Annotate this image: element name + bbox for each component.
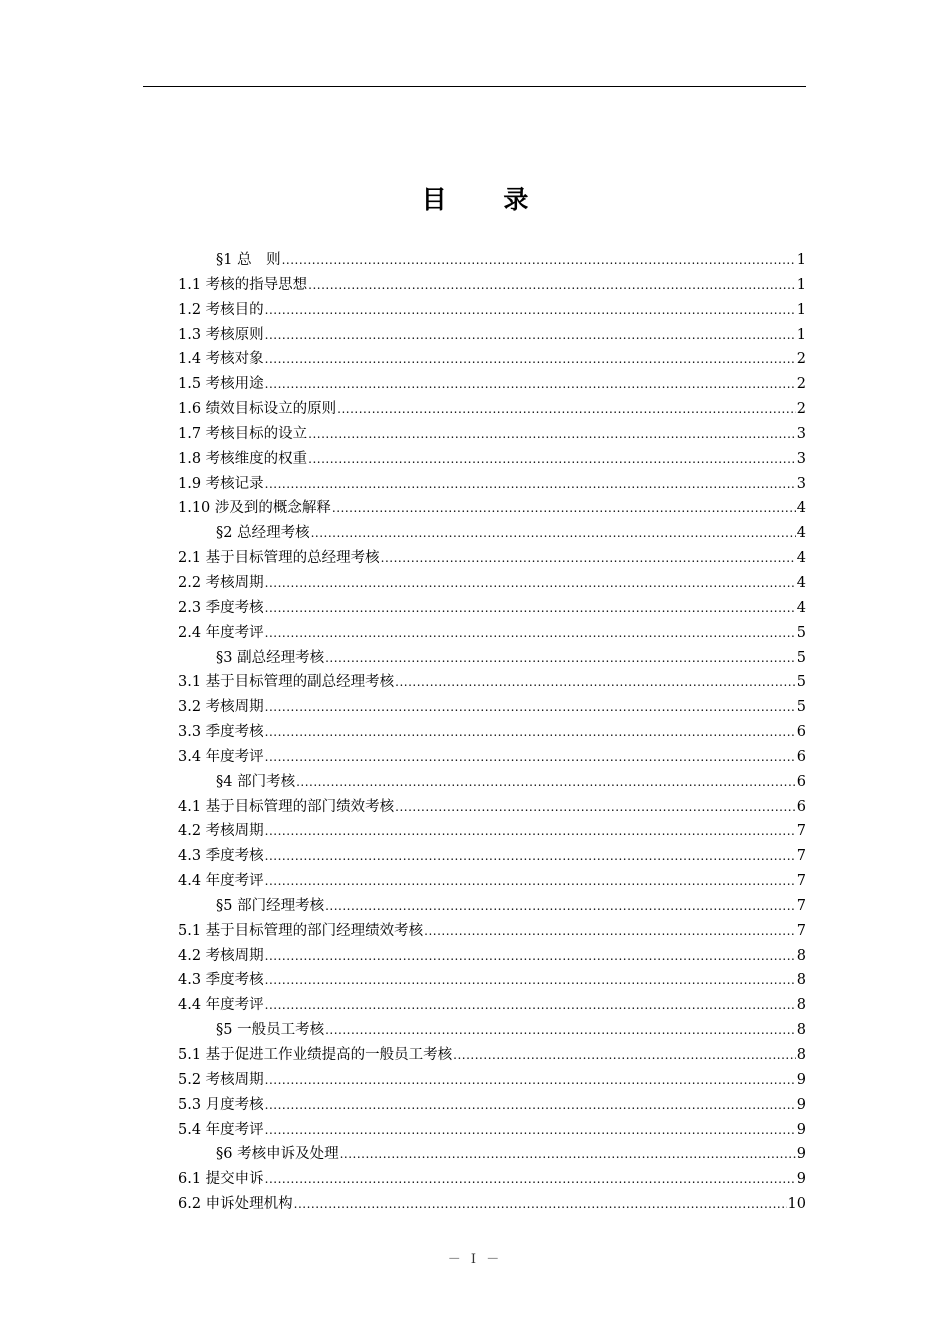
toc-section-entry[interactable] bbox=[178, 1068, 806, 1093]
toc-dot-leader bbox=[265, 1068, 796, 1093]
toc-dot-leader bbox=[337, 397, 796, 422]
toc-entry-page-number: 7 bbox=[796, 823, 806, 840]
toc-entry-page-number: 7 bbox=[796, 897, 806, 914]
toc-section-entry[interactable] bbox=[178, 1043, 806, 1068]
toc-entry-label: 4.1 基于目标管理的部门绩效考核 bbox=[178, 798, 395, 815]
toc-dot-leader bbox=[265, 1118, 796, 1143]
toc-entry-page-number: 6 bbox=[796, 798, 806, 815]
toc-entry-page-number: 5 bbox=[796, 649, 806, 666]
toc-entry-page-number: 5 bbox=[796, 674, 806, 691]
toc-entry-page-number: 8 bbox=[796, 1022, 806, 1039]
toc-dot-leader bbox=[265, 993, 796, 1018]
toc-section-entry[interactable] bbox=[178, 720, 806, 745]
toc-dot-leader bbox=[265, 720, 796, 745]
toc-entry-label: §5 部门经理考核 bbox=[216, 897, 325, 914]
toc-dot-leader bbox=[325, 646, 796, 671]
toc-entry-label: 2.4 年度考评 bbox=[178, 624, 264, 641]
toc-dot-leader bbox=[265, 621, 796, 646]
toc-section-entry[interactable] bbox=[178, 298, 806, 323]
toc-entry-label: 3.2 考核周期 bbox=[178, 699, 264, 716]
toc-entry-page-number: 5 bbox=[796, 699, 806, 716]
toc-entry-page-number: 3 bbox=[796, 475, 806, 492]
toc-dot-leader bbox=[265, 323, 796, 348]
toc-entry-page-number: 1 bbox=[796, 276, 806, 293]
toc-dot-leader bbox=[308, 447, 796, 472]
toc-entry-label: 4.3 季度考核 bbox=[178, 848, 264, 865]
toc-entry-page-number: 6 bbox=[796, 748, 806, 765]
toc-entry-page-number: 7 bbox=[796, 848, 806, 865]
toc-entry-label: 1.3 考核原则 bbox=[178, 326, 264, 343]
toc-entry-label: 1.10 涉及到的概念解释 bbox=[178, 500, 331, 517]
toc-entry-label: §5 一般员工考核 bbox=[216, 1022, 325, 1039]
toc-entry-label: 6.1 提交申诉 bbox=[178, 1171, 264, 1188]
toc-section-entry[interactable] bbox=[178, 869, 806, 894]
toc-section-entry[interactable] bbox=[178, 1118, 806, 1143]
toc-entry-label: 4.4 年度考评 bbox=[178, 873, 264, 890]
toc-dot-leader bbox=[381, 546, 796, 571]
toc-entry-page-number: 9 bbox=[796, 1096, 806, 1113]
toc-dot-leader bbox=[325, 1018, 796, 1043]
toc-entry-page-number: 1 bbox=[796, 326, 806, 343]
toc-dot-leader bbox=[265, 1093, 796, 1118]
header-rule bbox=[143, 86, 806, 87]
toc-dot-leader bbox=[265, 472, 796, 497]
toc-section-entry[interactable] bbox=[178, 993, 806, 1018]
toc-entry-label: §3 副总经理考核 bbox=[216, 649, 325, 666]
toc-entry-page-number: 5 bbox=[796, 624, 806, 641]
toc-section-entry[interactable] bbox=[178, 670, 806, 695]
toc-entry-page-number: 8 bbox=[796, 947, 806, 964]
toc-entry-page-number: 1 bbox=[796, 252, 806, 268]
toc-section-entry[interactable] bbox=[178, 546, 806, 571]
toc-dot-leader bbox=[325, 894, 796, 919]
toc-section-entry[interactable] bbox=[178, 795, 806, 820]
toc-entry-label: 2.1 基于目标管理的总经理考核 bbox=[178, 550, 380, 567]
toc-entry-label: 5.1 基于目标管理的部门经理绩效考核 bbox=[178, 922, 424, 939]
page-title: 目 录 bbox=[421, 185, 553, 214]
toc-section-entry[interactable] bbox=[178, 496, 806, 521]
toc-entry-label: 4.3 季度考核 bbox=[178, 972, 264, 989]
toc-dot-leader bbox=[265, 347, 796, 372]
toc-entry-page-number: 7 bbox=[796, 873, 806, 890]
toc-entry-page-number: 4 bbox=[796, 599, 806, 616]
toc-entry-page-number: 8 bbox=[796, 997, 806, 1014]
toc-entry-label: §6 考核申诉及处理 bbox=[216, 1146, 339, 1163]
toc-section-entry[interactable] bbox=[178, 1093, 806, 1118]
toc-section-entry[interactable] bbox=[178, 621, 806, 646]
toc-entry-label: 3.3 季度考核 bbox=[178, 724, 264, 741]
toc-section-entry[interactable] bbox=[178, 347, 806, 372]
toc-entry-page-number: 4 bbox=[796, 500, 806, 517]
toc-dot-leader bbox=[265, 944, 796, 969]
toc-dot-leader bbox=[265, 844, 796, 869]
toc-entry-page-number: 8 bbox=[796, 972, 806, 989]
toc-entry-page-number: 7 bbox=[796, 922, 806, 939]
toc-section-entry[interactable] bbox=[178, 422, 806, 447]
toc-dot-leader bbox=[395, 670, 796, 695]
toc-dot-leader bbox=[265, 695, 796, 720]
toc-chapter-entry[interactable] bbox=[178, 1018, 806, 1043]
toc-entry-page-number: 8 bbox=[796, 1047, 806, 1063]
toc-entry-page-number: 10 bbox=[787, 1196, 806, 1213]
toc-entry-label: 4.4 年度考评 bbox=[178, 997, 264, 1014]
toc-entry-label: 1.6 绩效目标设立的原则 bbox=[178, 401, 337, 418]
toc-entry-label: 5.1 基于促进工作业绩提高的一般员工考核 bbox=[178, 1047, 453, 1063]
toc-entry-label: 3.1 基于目标管理的副总经理考核 bbox=[178, 674, 395, 691]
toc-dot-leader bbox=[453, 1043, 796, 1068]
toc-entry-page-number: 9 bbox=[796, 1121, 806, 1138]
toc-section-entry[interactable] bbox=[178, 944, 806, 969]
toc-entry-label: §2 总经理考核 bbox=[216, 525, 310, 542]
toc-entry-label: 1.2 考核目的 bbox=[178, 301, 264, 318]
toc-entry-label: 5.3 月度考核 bbox=[178, 1096, 264, 1113]
toc-entry-label: 3.4 年度考评 bbox=[178, 748, 264, 765]
toc-dot-leader bbox=[265, 1167, 796, 1192]
toc-dot-leader bbox=[265, 571, 796, 596]
toc-entry-page-number: 4 bbox=[796, 550, 806, 567]
toc-section-entry[interactable] bbox=[178, 323, 806, 348]
toc-entry-label: 4.2 考核周期 bbox=[178, 823, 264, 840]
toc-entry-page-number: 1 bbox=[796, 301, 806, 318]
toc-dot-leader bbox=[265, 298, 796, 323]
toc-entry-page-number: 2 bbox=[796, 376, 806, 393]
toc-entry-page-number: 3 bbox=[796, 450, 806, 467]
toc-chapter-entry[interactable] bbox=[178, 894, 806, 919]
toc-chapter-entry[interactable] bbox=[178, 248, 806, 273]
toc-entry-label: 4.2 考核周期 bbox=[178, 947, 264, 964]
toc-entry-label: 6.2 申诉处理机构 bbox=[178, 1196, 293, 1213]
toc-entry-label: §4 部门考核 bbox=[216, 773, 296, 790]
toc-section-entry[interactable] bbox=[178, 273, 806, 298]
toc-entry-page-number: 3 bbox=[796, 425, 806, 442]
toc-entry-page-number: 9 bbox=[796, 1071, 806, 1088]
toc-entry-label: 1.8 考核维度的权重 bbox=[178, 450, 308, 467]
toc-entry-label: 2.2 考核周期 bbox=[178, 574, 264, 591]
toc-dot-leader bbox=[265, 596, 796, 621]
toc-section-entry[interactable] bbox=[178, 695, 806, 720]
toc-chapter-entry[interactable] bbox=[178, 521, 806, 546]
toc-section-entry[interactable] bbox=[178, 1167, 806, 1192]
toc-entry-label: 5.2 考核周期 bbox=[178, 1071, 264, 1088]
toc-section-entry[interactable] bbox=[178, 844, 806, 869]
page-number-footer: － I － bbox=[447, 1252, 503, 1267]
toc-entry-page-number: 2 bbox=[796, 401, 806, 418]
toc-dot-leader bbox=[265, 372, 796, 397]
toc-dot-leader bbox=[332, 496, 796, 521]
toc-dot-leader bbox=[308, 273, 796, 298]
toc-section-entry[interactable] bbox=[178, 745, 806, 770]
toc-chapter-entry[interactable] bbox=[178, 646, 806, 671]
toc-dot-leader bbox=[294, 1192, 787, 1217]
toc-entry-label: 1.7 考核目标的设立 bbox=[178, 425, 308, 442]
toc-section-entry[interactable] bbox=[178, 571, 806, 596]
toc-entry-page-number: 6 bbox=[796, 773, 806, 790]
toc-dot-leader bbox=[296, 770, 796, 795]
toc-chapter-entry[interactable] bbox=[178, 770, 806, 795]
toc-section-entry[interactable] bbox=[178, 447, 806, 472]
toc-entry-page-number: 9 bbox=[796, 1171, 806, 1188]
toc-chapter-entry[interactable] bbox=[178, 1142, 806, 1167]
toc-entry-page-number: 6 bbox=[796, 724, 806, 741]
toc-dot-leader bbox=[282, 248, 796, 273]
toc-section-entry[interactable] bbox=[178, 596, 806, 621]
toc-entry-label: 1.9 考核记录 bbox=[178, 475, 264, 492]
toc-dot-leader bbox=[265, 968, 796, 993]
toc-dot-leader bbox=[265, 819, 796, 844]
toc-section-entry[interactable] bbox=[178, 919, 806, 944]
toc-entry-label: 1.4 考核对象 bbox=[178, 351, 264, 368]
toc-section-entry[interactable] bbox=[178, 968, 806, 993]
toc-section-entry[interactable] bbox=[178, 372, 806, 397]
toc-entry-page-number: 4 bbox=[796, 574, 806, 591]
toc-section-entry[interactable] bbox=[178, 1192, 806, 1217]
toc-section-entry[interactable] bbox=[178, 472, 806, 497]
toc-dot-leader bbox=[340, 1142, 796, 1167]
toc-entry-label: 1.1 考核的指导思想 bbox=[178, 276, 308, 293]
toc-dot-leader bbox=[395, 795, 796, 820]
toc-dot-leader bbox=[311, 521, 796, 546]
toc-section-entry[interactable] bbox=[178, 397, 806, 422]
toc-dot-leader bbox=[265, 869, 796, 894]
toc-entry-page-number: 4 bbox=[796, 525, 806, 542]
toc-entry-page-number: 2 bbox=[796, 351, 806, 368]
toc-entry-page-number: 9 bbox=[796, 1146, 806, 1163]
toc-dot-leader bbox=[424, 919, 796, 944]
toc-entry-label: §1 总 则 bbox=[216, 252, 281, 268]
toc-entry-label: 1.5 考核用途 bbox=[178, 376, 264, 393]
toc-dot-leader bbox=[308, 422, 796, 447]
table-of-contents bbox=[178, 248, 806, 1217]
toc-entry-label: 2.3 季度考核 bbox=[178, 599, 264, 616]
toc-entry-label: 5.4 年度考评 bbox=[178, 1121, 264, 1138]
toc-dot-leader bbox=[265, 745, 796, 770]
toc-section-entry[interactable] bbox=[178, 819, 806, 844]
